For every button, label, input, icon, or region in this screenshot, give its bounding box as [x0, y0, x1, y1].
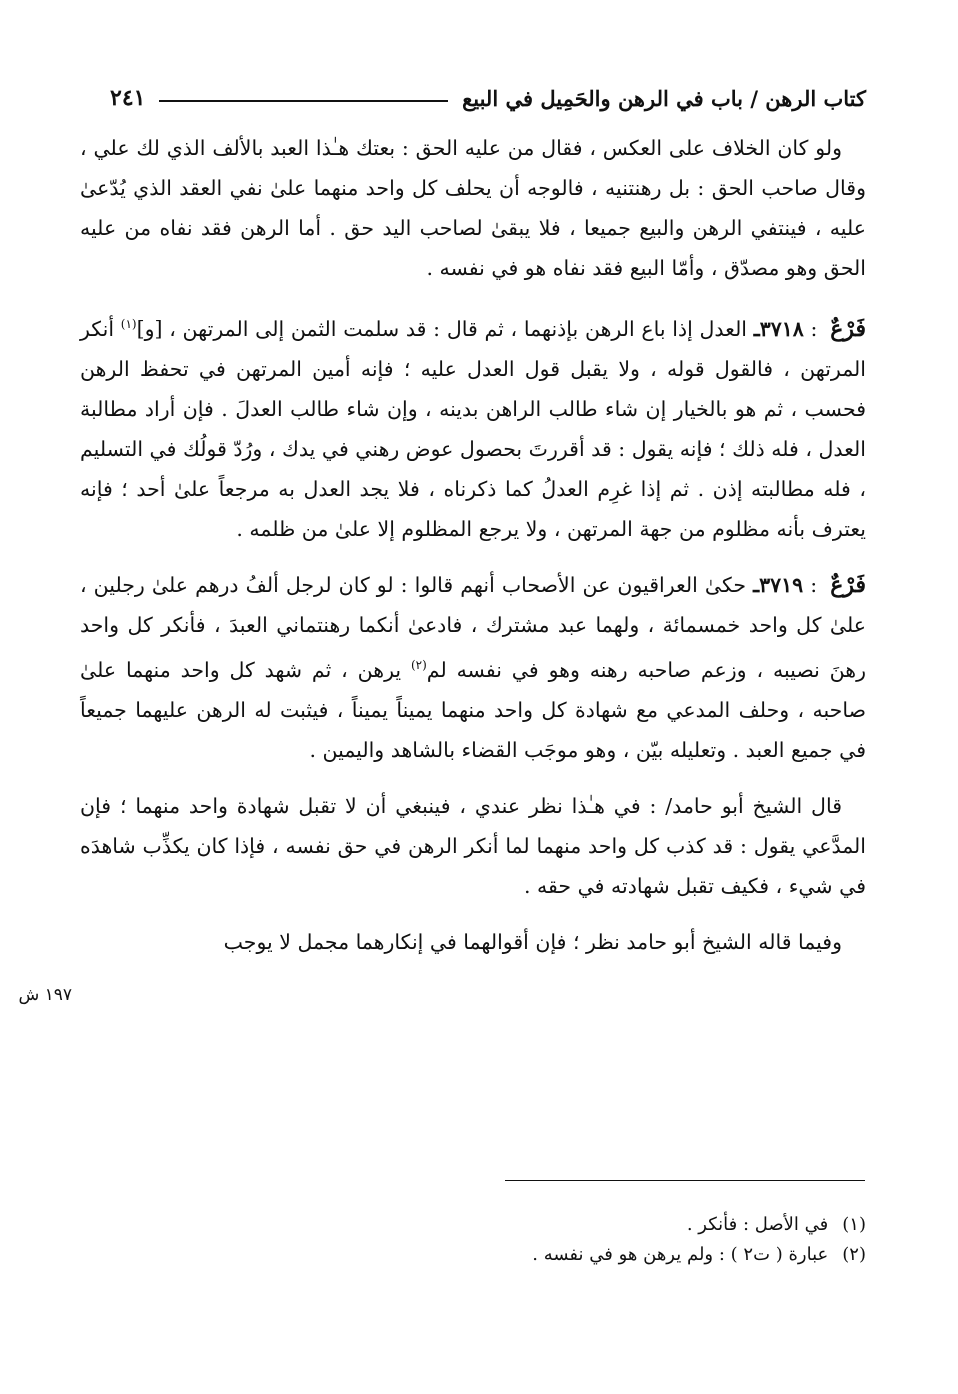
footnote-separator [505, 1180, 865, 1181]
issue-number: ٣٧١٨ـ [753, 316, 804, 341]
issue-number: ٣٧١٩ـ [753, 572, 804, 597]
paragraph-4: قال الشيخ أبو حامد/ : في هـٰذا نظر عندي ، فينبغي أن لا تقبل شهادة واحد منهما ؛ فإن المدَّعي يقول : قد كذب كل واحد منهما لما أنكر الرهن في حق نفسه ، فإذا كان يكذِّب شاهدَه في شيء ، فكيف تقبل شهادته في حقه . [80, 793, 866, 898]
footnote-number: (١) [842, 1214, 866, 1235]
footnote-ref[interactable]: (١) [120, 317, 137, 331]
footnote-1 [300, 1210, 866, 1240]
paragraph-5: وفيما قاله الشيخ أبو حامد نظر ؛ فإن أقوالهما في إنكارهما مجمل لا يوجب [223, 929, 842, 954]
header-title: كتاب الرهن / باب في الرهن والحَمِيل في البيع [462, 85, 866, 111]
header-rule [159, 100, 448, 102]
far-label: فَرْعٌ [830, 571, 866, 598]
margin-manuscript-ref: ١٩٧ ش [18, 985, 72, 1005]
paragraph-far-3719: فَرْعٌ : ٣٧١٩ـ حكىٰ العراقيون عن الأصحاب أنهم قالوا : لو كان لرجل ألفُ درهم علىٰ رجلين ، علىٰ كل واحد خمسمائة ، ولهما عبد مشترك ، فادعىٰ أنكما رهنتماني العبدَ ، فأنكر كل واحد رهنَ نصيبه ، وزعم صاحبه رهنه وهو في نفسه لم$^{(٢)}$ يرهن ، ثم شهد كل واحد منهما علىٰ صاحبه ، وحلف المدعي مع شهادة كل واحد منهما يميناً يميناً ، فيثبت له الرهن عليهما جميعاً في جميع العبد . وتعليله بيّن ، وهو موجَب القضاء بالشاهد واليمين . [80, 571, 866, 762]
running-header [110, 78, 866, 118]
footnote-ref[interactable]: (٢) [410, 657, 427, 672]
paragraph-text-b: أنكر المرتهن ، فالقول قوله ، ولا يقبل قول العدل عليه ؛ فإنه أمين المرتهن في تحفظ الرهن فحسب ، ثم هو بالخيار إن شاء طالب الراهن بدينه ، وإن شاء طالب العدلَ . فإن أراد مطالبة العدل ، فله ذلك ؛ فإنه يقول : قد أقررتَ بحصول عوض رهني في يدك ، ورُدّ قولُك في التسليم ، فله مطالبته إذن . ثم إذا غرِم العدلُ كما ذكرناه ، فلا يجد العدل به مرجعاً علىٰ أحد ؛ فإنه يعترف بأنه مظلوم من جهة المرتهن ، ولا يرجع المظلوم إلا علىٰ من ظلمه . [80, 316, 866, 541]
paragraph-text-b: يرهن ، ثم شهد كل واحد منهما علىٰ صاحبه ، وحلف المدعي مع شهادة كل واحد منهما يميناً يميناً ، فيثبت له الرهن عليهما جميعاً في جميع العبد . وتعليله بيّن ، وهو موجَب القضاء بالشاهد واليمين . [80, 657, 866, 762]
far-label: فَرْعٌ [830, 315, 866, 342]
paragraph-text-a: حكىٰ العراقيون عن الأصحاب أنهم قالوا : لو كان لرجل ألفُ درهم علىٰ رجلين ، علىٰ كل واحد خمسمائة ، ولهما عبد مشترك ، فادعىٰ أنكما رهنتماني العبدَ ، فأنكر كل واحد رهنَ نصيبه ، وزعم صاحبه رهنه وهو في نفسه لم [80, 572, 866, 682]
footnotes [300, 1210, 866, 1270]
footnote-text: في الأصل : فأنكر . [686, 1214, 829, 1235]
paragraph-text-a: العدل إذا باع الرهن بإذنهما ، ثم قال : قد سلمت الثمن إلى المرتهن ، [و] [136, 316, 748, 341]
paragraph-1: ولو كان الخلاف على العكس ، فقال من عليه الحق : بعتك هـٰذا العبد بالألف الذي لك علي ، وقال صاحب الحق : بل رهنتنيه ، فالوجه أن يحلف كل واحد منهما علىٰ نفي العقد الذي يُدّعىٰ عليه ، فينتفي الرهن والبيع جميعا ، فلا يبقىٰ لصاحب اليد حق . أما الرهن فقد نفاه من عليه الحق وهو مصدّق ، وأمّا البيع فقد نفاه هو في نفسه . [80, 136, 866, 280]
main-text [80, 128, 866, 978]
page-number: ٢٤١ [110, 85, 146, 111]
footnote-text: عبارة ( ت٢ ) : ولم يرهن هو في نفسه . [532, 1244, 829, 1265]
footnote-number: (٢) [842, 1244, 866, 1265]
footnote-2 [300, 1240, 866, 1270]
paragraph-far-3718: فَرْعٌ : ٣٧١٨ـ العدل إذا باع الرهن بإذنهما ، ثم قال : قد سلمت الثمن إلى المرتهن ، [و]$^{(١)}$ أنكر المرتهن ، فالقول قوله ، ولا يقبل قول العدل عليه ؛ فإنه أمين المرتهن في تحفظ الرهن فحسب ، ثم هو بالخيار إن شاء طالب الراهن بدينه ، وإن شاء طالب العدلَ . فإن أراد مطالبة العدل ، فله ذلك ؛ فإنه يقول : قد أقررتَ بحصول عوض رهني في يدك ، ورُدّ قولُك في التسليم ، فله مطالبته إذن . ثم إذا غرِم العدلُ كما ذكرناه ، فلا يجد العدل به مرجعاً علىٰ أحد ؛ فإنه يعترف بأنه مظلوم من جهة المرتهن ، ولا يرجع المظلوم إلا علىٰ من ظلمه . [80, 315, 866, 541]
